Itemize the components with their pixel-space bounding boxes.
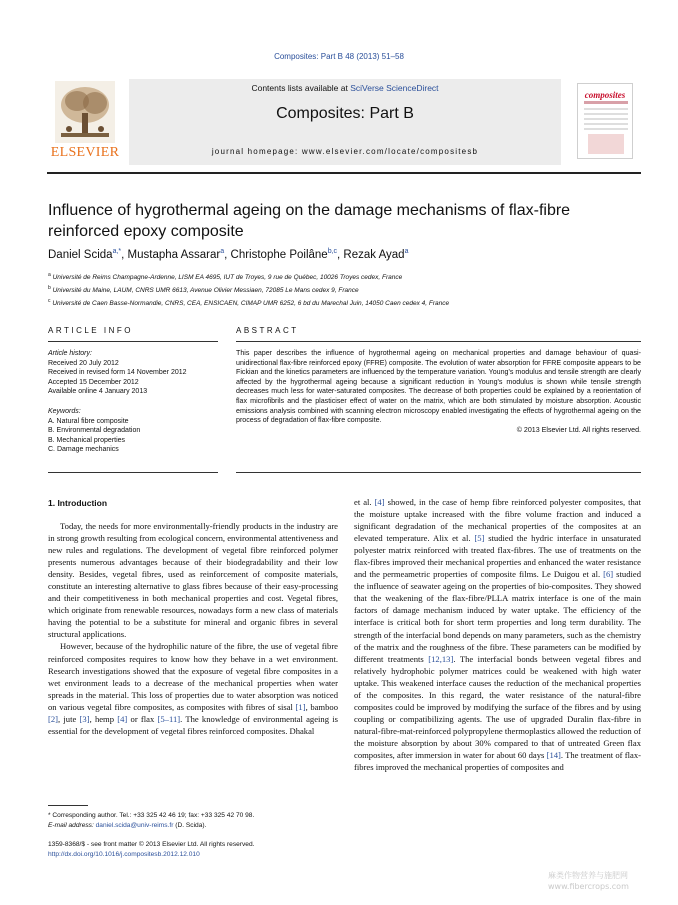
journal-masthead: [47, 79, 639, 165]
article-info-rule: [48, 341, 218, 342]
info-bottom-rule: [48, 472, 218, 473]
doi-link[interactable]: http://dx.doi.org/10.1016/j.compositesb.2012.12.010: [48, 851, 200, 858]
reference-link[interactable]: [2]: [48, 713, 59, 724]
front-matter: [48, 840, 348, 860]
keyword-item: B. Environmental degradation: [48, 427, 141, 435]
journal-title: Composites: Part B: [276, 105, 414, 122]
contents-line: [129, 83, 561, 93]
abstract-heading: ABSTRACT: [236, 326, 299, 335]
cover-subtitle-bar: [584, 101, 628, 104]
copyright-line: © 2013 Elsevier Ltd. All rights reserved.: [516, 425, 641, 434]
author-name[interactable]: Mustapha Assarar: [127, 248, 221, 261]
issn-line: 1359-8368/$ - see front matter © 2013 Elsevier Ltd. All rights reserved.: [48, 841, 255, 848]
cover-image: [588, 134, 624, 154]
email-line: E-mail address: daniel.scida@univ-reims.fr (D. Scida).: [48, 822, 207, 829]
corresponding-author: * Corresponding author. Tel.: +33 325 42 46 19; fax: +33 325 42 70 98.: [48, 812, 255, 819]
author-affil-sup[interactable]: a: [404, 248, 409, 255]
elsevier-tree-icon: [55, 81, 115, 143]
watermark: 麻类作物营养与施肥网 www.fibercrops.com: [548, 871, 629, 891]
keywords-label: Keywords:: [48, 407, 81, 415]
body-column-left: [48, 520, 338, 737]
reference-link[interactable]: [4]: [374, 497, 385, 507]
article-info-block: [48, 349, 218, 455]
history-item: Received 20 July 2012: [48, 359, 119, 367]
footnote: [48, 811, 338, 831]
intro-paragraph: However, because of the hydrophilic nature of the fibre, the use of vegetal fibre reinforced composites requires to know how they behave in a wet environment. Research investigations showed that the exposure of vegetal fibre composites in a wet environment leads to a decrease of the mechanical properties when water spreads in the material. This loss of properties due to water absorption was noticed on various vegetal fibre composites, as composites with fibres of sisal [1], bamboo [2], jute [3], hemp [4] or flax [5–11]. The knowledge of environmental ageing is essential for the development of vegetal fibres reinforced composites. Dhakal: [48, 641, 339, 736]
reference-link[interactable]: [12,13]: [428, 653, 454, 664]
affiliation-item: $^a$ Université de Reims Champagne-Ardenne, LISM EA 4695, IUT de Troyes, 9 rue de Québec, 10026 Troyes cedex, France: [48, 272, 403, 282]
affiliation-list: [48, 270, 638, 309]
journal-banner: [129, 79, 561, 165]
abstract-rule: [236, 341, 641, 342]
journal-homepage-link[interactable]: journal homepage: www.elsevier.com/locate/compositesb: [211, 147, 479, 156]
reference-link[interactable]: [5–11]: [157, 713, 181, 724]
abstract-block: [236, 349, 641, 435]
cover-text-lines: [584, 108, 628, 133]
header-rule: [47, 172, 641, 174]
journal-cover-thumbnail: [577, 83, 633, 159]
abstract-text: This paper describes the influence of hygrothermal ageing on mechanical properties and damage behaviour of quasi-unidirectional flax-fibre reinforced epoxy (FFRE) composite. The evolution of water absorption for FFRE composite appears to be Fickian and the kinetics parameters are influenced by the temperature variation. Young's modulus and tensile strength are clearly affected by the hygrothermal ageing because a significant reduction in Young's modulus is shown while tensile strength decreases much less for water-saturated composites. The decrease of both properties could be explained by a reorientation of flax microfibrils and the plasticiser effect of water on the matrix, which are both stimulated by moisture absorption. Acoustic emissions analysis combined with scanning electron microscopy enabled investigating the effects of hygrothermal ageing on the process of degradation of flax-fibre composite.: [236, 349, 641, 425]
sciencedirect-link[interactable]: SciVerse ScienceDirect: [350, 83, 439, 93]
intro-paragraph: et al. [4] showed, in the case of hemp fibre reinforced polyester composites, that the moisture uptake increased with the fibre volume fraction and induced a significant degradation of the mechanical properties of the composites at an elevated temperature. Alix et al. [5] studied the hydric interface in unsaturated polyester matrix reinforced with treated flax-fibres. The use of treatments on the flax-fibres improved their mechanical properties and enhanced the water resistance and the permeametric properties of composite films. Le Duigou et al. [6] studied the influence of seawater ageing on the properties of bio-composites. They showed that the weakening of the flax-fibre/PLLA matrix interface is one of the main factors of damage mechanism induced by water uptake. The efficiency of the interface is critical both for short term properties and long term durability. The strength of the interfacial bond depends on many parameters, such as the chemistry of the matrix and the roughness of the fibre. These parameters can be modified by different treatments [12,13]. The interfacial bonds between vegetal fibres and relatively hydrophobic polymer matrices could be weakened with high water uptake. This weakened interface causes the reduction of the mechanical properties of the composites. In this regard, the water resistance of the natural-fibre composites could be improved by modifying the surface of the fibres and by using coupling or compatibilizing agents. The use of upgraded Duralin flax-fibre in natural-fibre-mat-reinforced polypropylene thermoplastics allowed the reduction of the moisture absorption by about 30% compared to that of untreated Green flax composites, after immersion in water for about 60 days [14]. The treatment of flax-fibres improved the mechanical properties of composites and: [354, 497, 641, 773]
author-affil-sup[interactable]: a,*: [112, 248, 122, 255]
contents-prefix: Contents lists available at: [251, 83, 351, 93]
author-affil-sup[interactable]: b,c: [327, 248, 338, 255]
author-name[interactable]: Christophe Poilâne: [230, 248, 328, 261]
reference-link[interactable]: [4]: [117, 713, 128, 724]
reference-link[interactable]: [1]: [295, 701, 306, 712]
elsevier-wordmark: ELSEVIER: [50, 145, 120, 160]
history-label: Article history:: [48, 350, 92, 357]
journal-citation: Composites: Part B 48 (2013) 51–58: [274, 52, 404, 61]
elsevier-logo: [47, 79, 123, 165]
reference-link[interactable]: [5]: [474, 533, 485, 544]
history-item: Available online 4 January 2013: [48, 388, 148, 396]
history-item: Received in revised form 14 November 2012: [48, 369, 187, 377]
keyword-item: B. Mechanical properties: [48, 436, 126, 444]
keyword-item: A. Natural fibre composite: [48, 417, 129, 425]
body-column-right: [354, 496, 641, 773]
intro-paragraph: Today, the needs for more environmentally-friendly products in the industry are in strong growth resulting from ecological concern, environmental attentiveness and new rules and regulations. The development of vegetal fibre reinforced polymer presents numerous advantages because of their biodegradability and their low density. Besides, vegetal fibres, used as reinforcement of composite materials, constitute an interesting alternative to glass fibres because of their easy-processing and their competitiveness in both mechanical properties and cost. Vegetal fibres, which originate from renewable resources, nowadays form a new class of materials having the potential to be a substitute for mineral and organic fibres in several structural applications.: [48, 521, 338, 640]
author-affil-sup[interactable]: a: [220, 248, 225, 255]
email-link[interactable]: daniel.scida@univ-reims.fr: [95, 822, 174, 829]
article-info-heading: ARTICLE INFO: [48, 326, 133, 335]
reference-link[interactable]: [14]: [546, 749, 561, 760]
cover-title: composites: [584, 90, 626, 100]
affiliation-item: $^c$ Université de Caen Basse-Normandie, CNRS, CEA, ENSICAEN, CIMAP UMR 6252, 6 bd du Marechal Juin, 14050 Caen cedex 4, France: [48, 298, 450, 308]
affiliation-item: $^b$ Université du Maine, LAUM, CNRS UMR 6613, Avenue Olivier Messiaen, 72085 Le Mans cedex 9, France: [48, 285, 359, 295]
keyword-item: C. Damage mechanics: [48, 446, 119, 454]
abstract-bottom-rule: [236, 472, 641, 473]
history-item: Accepted 15 December 2012: [48, 378, 139, 386]
author-name[interactable]: Rezak Ayad: [343, 248, 405, 261]
author-list: Daniel Scida$^{a,*}$, Mustapha Assarar$^a$, Christophe Poilâne$^{b,c}$, Rezak Ayad$^a$: [48, 248, 409, 261]
reference-link[interactable]: [3]: [79, 713, 90, 724]
author-name[interactable]: Daniel Scida: [48, 248, 113, 261]
article-title: Influence of hygrothermal ageing on the damage mechanisms of flax-fibre reinforced epoxy composite: [48, 202, 571, 240]
footnote-rule: [48, 805, 88, 806]
reference-link[interactable]: [6]: [603, 569, 614, 580]
introduction-heading: 1. Introduction: [48, 498, 108, 508]
